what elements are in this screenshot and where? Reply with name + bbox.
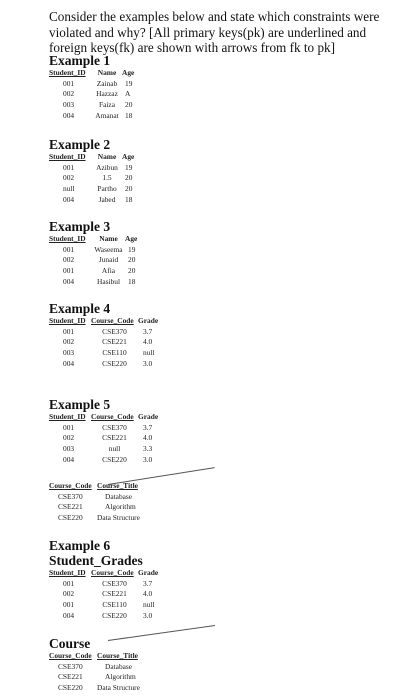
table-row: 002 1.5 20 [63,173,133,183]
table-row: 004 Jabed 18 [63,194,133,204]
example-4 [49,301,162,370]
table-row: 001 Azibun 19 [63,162,133,172]
table-row: 004 CSE220 3.0 [63,610,153,620]
header-student-id: Student_ID [49,568,86,577]
header-student-id: Student_ID [49,152,86,161]
table-row: 003 Faiza 20 [63,100,133,110]
header-age: Age [125,234,138,243]
table-row: 004 Amanat 18 [63,110,133,120]
header-course-code: Course_Code [49,481,92,490]
table-row: CSE220 Data Structure [58,683,140,693]
table-row: 002 CSE221 4.0 [63,433,153,443]
header-grade: Grade [138,316,159,325]
table-row: 003 null 3.3 [63,444,153,454]
table-row: CSE221 Algorithm [58,502,136,512]
table-row: 004 Hasibul 18 [63,276,136,286]
question-text: Consider the examples below and state which constraints were violated and why? [All primary keys(pk) are underlined and foreign keys(fk) are shown with arrows from fk to pk] [49,9,380,55]
table-row: 001 CSE370 3.7 [63,578,153,588]
header-age: Age [122,68,135,77]
example-5-course-table [49,481,157,524]
table-row: 001 CSE110 null [63,600,155,610]
header-grade: Grade [138,568,159,577]
header-name: Name [97,152,117,161]
table-row: 004 CSE220 3.0 [63,454,153,464]
header-course-code: Course_Code [91,316,134,325]
example-2-table [49,152,138,206]
example-1-table [49,68,138,122]
example-5-title: Example 5 [49,397,111,412]
example-3 [49,219,141,288]
header-grade: Grade [138,412,159,421]
example-6-course [49,636,157,694]
example-4-table [49,316,162,370]
example-1-title: Example 1 [49,53,111,68]
table-row: 001 Waseema 19 [63,244,136,254]
example-6-course-table [49,651,157,694]
header-student-id: Student_ID [49,316,86,325]
example-3-table [49,234,141,288]
example-6-title: Example 6 [49,538,111,553]
table-row: 002 CSE221 4.0 [63,589,153,599]
table-row: 003 CSE110 null [63,348,155,358]
header-student-id: Student_ID [49,234,86,243]
example-2 [49,137,138,206]
course-title: Course [49,636,91,651]
table-row: 001 Afia 20 [63,266,136,276]
example-5-grades-table [49,412,162,466]
example-1 [49,53,138,122]
example-4-title: Example 4 [49,301,111,316]
header-course-code: Course_Code [91,412,134,421]
table-row: 001 CSE370 3.7 [63,422,153,432]
header-name: Name [97,68,117,77]
example-5 [49,397,162,466]
table-row: 002 CSE221 4.0 [63,337,153,347]
table-row: null Partho 20 [63,184,133,194]
table-row: CSE220 Data Structure [58,513,140,523]
header-course-code: Course_Code [91,568,134,577]
header-name: Name [99,234,118,243]
header-course-code: Course_Code [49,651,92,660]
header-student-id: Student_ID [49,68,86,77]
header-student-id: Student_ID [49,412,86,421]
example-2-title: Example 2 [49,137,111,152]
table-row: 002 Hazzaz A [63,89,131,99]
header-course-title: Course_Title [97,651,138,660]
student-grades-title: Student_Grades [49,553,143,568]
example-6-grades-table [49,568,162,622]
table-row: 001 Zainab 19 [63,78,133,88]
table-row: 002 Junaid 20 [63,255,136,265]
example-6 [49,538,162,622]
table-row: CSE370 Database [58,661,133,671]
table-row: CSE370 Database [58,491,133,501]
header-course-title: Course_Title [97,481,138,490]
table-row: CSE221 Algorithm [58,672,136,682]
table-row: 001 CSE370 3.7 [63,326,153,336]
example-3-title: Example 3 [49,219,111,234]
example-5-course [49,481,157,524]
table-row: 004 CSE220 3.0 [63,358,153,368]
header-age: Age [122,152,135,161]
